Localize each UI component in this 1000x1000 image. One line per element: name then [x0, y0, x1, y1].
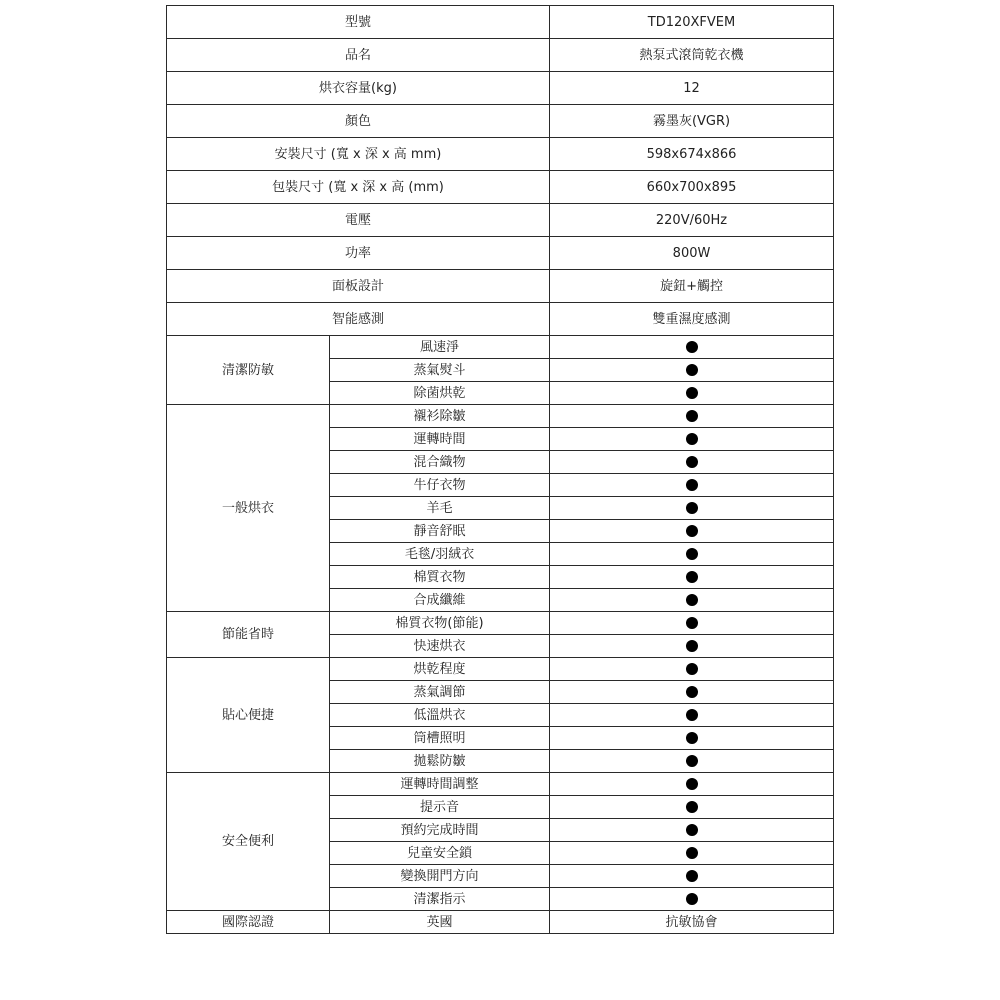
- spec-table: [166, 5, 834, 934]
- spec-value: 霧墨灰(VGR): [550, 105, 834, 138]
- spec-value: 熱泵式滾筒乾衣機: [550, 39, 834, 72]
- filled-circle-icon: [686, 778, 698, 790]
- spec-row: [167, 6, 834, 39]
- feature-item: 羊毛: [330, 497, 550, 520]
- spec-label: 品名: [167, 39, 550, 72]
- spec-value: 598x674x866: [550, 138, 834, 171]
- spec-value: 12: [550, 72, 834, 105]
- spec-row: [167, 270, 834, 303]
- feature-item: 運轉時間調整: [330, 773, 550, 796]
- feature-category: 貼心便捷: [167, 658, 330, 773]
- feature-support: [550, 520, 834, 543]
- feature-row: [167, 336, 834, 359]
- spec-row: [167, 204, 834, 237]
- filled-circle-icon: [686, 525, 698, 537]
- spec-label: 面板設計: [167, 270, 550, 303]
- spec-row: [167, 303, 834, 336]
- spec-value: 660x700x895: [550, 171, 834, 204]
- filled-circle-icon: [686, 341, 698, 353]
- feature-item: 蒸氣熨斗: [330, 359, 550, 382]
- feature-support: [550, 451, 834, 474]
- feature-support: [550, 566, 834, 589]
- feature-support: [550, 658, 834, 681]
- feature-item: 棉質衣物: [330, 566, 550, 589]
- feature-item: 除菌烘乾: [330, 382, 550, 405]
- feature-support: [550, 635, 834, 658]
- feature-category: 安全便利: [167, 773, 330, 911]
- certification-value: 抗敏協會: [550, 911, 834, 934]
- certification-category: 國際認證: [167, 911, 330, 934]
- spec-label: 烘衣容量(kg): [167, 72, 550, 105]
- spec-row: [167, 171, 834, 204]
- feature-support: [550, 796, 834, 819]
- filled-circle-icon: [686, 640, 698, 652]
- spec-row: [167, 237, 834, 270]
- spec-label: 功率: [167, 237, 550, 270]
- feature-category: 一般烘衣: [167, 405, 330, 612]
- filled-circle-icon: [686, 502, 698, 514]
- feature-support: [550, 888, 834, 911]
- feature-item: 提示音: [330, 796, 550, 819]
- feature-item: 合成纖維: [330, 589, 550, 612]
- filled-circle-icon: [686, 824, 698, 836]
- feature-support: [550, 543, 834, 566]
- spec-label: 安裝尺寸 (寬 x 深 x 高 mm): [167, 138, 550, 171]
- feature-category: 清潔防敏: [167, 336, 330, 405]
- feature-item: 筒槽照明: [330, 727, 550, 750]
- spec-row: [167, 138, 834, 171]
- feature-support: [550, 865, 834, 888]
- spec-value: 220V/60Hz: [550, 204, 834, 237]
- feature-item: 毛毯/羽絨衣: [330, 543, 550, 566]
- feature-item: 襯衫除皺: [330, 405, 550, 428]
- feature-item: 棉質衣物(節能): [330, 612, 550, 635]
- feature-support: [550, 336, 834, 359]
- spec-row: [167, 39, 834, 72]
- feature-item: 風速淨: [330, 336, 550, 359]
- filled-circle-icon: [686, 456, 698, 468]
- feature-item: 低溫烘衣: [330, 704, 550, 727]
- filled-circle-icon: [686, 801, 698, 813]
- feature-item: 清潔指示: [330, 888, 550, 911]
- feature-item: 兒童安全鎖: [330, 842, 550, 865]
- filled-circle-icon: [686, 410, 698, 422]
- spec-table-body: [167, 6, 834, 934]
- feature-support: [550, 428, 834, 451]
- spec-value: 旋鈕+觸控: [550, 270, 834, 303]
- feature-item: 變換開門方向: [330, 865, 550, 888]
- spec-label: 顏色: [167, 105, 550, 138]
- filled-circle-icon: [686, 663, 698, 675]
- feature-support: [550, 497, 834, 520]
- feature-item: 靜音舒眠: [330, 520, 550, 543]
- feature-support: [550, 612, 834, 635]
- feature-category: 節能省時: [167, 612, 330, 658]
- feature-item: 運轉時間: [330, 428, 550, 451]
- feature-support: [550, 773, 834, 796]
- feature-row: [167, 773, 834, 796]
- feature-support: [550, 405, 834, 428]
- filled-circle-icon: [686, 364, 698, 376]
- feature-item: 烘乾程度: [330, 658, 550, 681]
- feature-item: 預約完成時間: [330, 819, 550, 842]
- feature-support: [550, 819, 834, 842]
- filled-circle-icon: [686, 433, 698, 445]
- feature-support: [550, 681, 834, 704]
- feature-item: 拋鬆防皺: [330, 750, 550, 773]
- filled-circle-icon: [686, 686, 698, 698]
- filled-circle-icon: [686, 755, 698, 767]
- certification-item: 英國: [330, 911, 550, 934]
- filled-circle-icon: [686, 709, 698, 721]
- spec-label: 電壓: [167, 204, 550, 237]
- filled-circle-icon: [686, 617, 698, 629]
- spec-row: [167, 105, 834, 138]
- feature-support: [550, 842, 834, 865]
- feature-support: [550, 474, 834, 497]
- feature-support: [550, 589, 834, 612]
- filled-circle-icon: [686, 870, 698, 882]
- certification-row: [167, 911, 834, 934]
- feature-support: [550, 359, 834, 382]
- filled-circle-icon: [686, 732, 698, 744]
- feature-item: 混合織物: [330, 451, 550, 474]
- feature-item: 牛仔衣物: [330, 474, 550, 497]
- feature-item: 快速烘衣: [330, 635, 550, 658]
- feature-item: 蒸氣調節: [330, 681, 550, 704]
- spec-value: 雙重濕度感測: [550, 303, 834, 336]
- filled-circle-icon: [686, 847, 698, 859]
- filled-circle-icon: [686, 548, 698, 560]
- spec-value: 800W: [550, 237, 834, 270]
- spec-row: [167, 72, 834, 105]
- spec-label: 包裝尺寸 (寬 x 深 x 高 (mm): [167, 171, 550, 204]
- spec-label: 智能感測: [167, 303, 550, 336]
- feature-support: [550, 704, 834, 727]
- feature-row: [167, 405, 834, 428]
- filled-circle-icon: [686, 893, 698, 905]
- filled-circle-icon: [686, 387, 698, 399]
- feature-row: [167, 658, 834, 681]
- filled-circle-icon: [686, 594, 698, 606]
- feature-support: [550, 382, 834, 405]
- feature-support: [550, 727, 834, 750]
- filled-circle-icon: [686, 571, 698, 583]
- spec-value: TD120XFVEM: [550, 6, 834, 39]
- feature-row: [167, 612, 834, 635]
- feature-support: [550, 750, 834, 773]
- spec-label: 型號: [167, 6, 550, 39]
- filled-circle-icon: [686, 479, 698, 491]
